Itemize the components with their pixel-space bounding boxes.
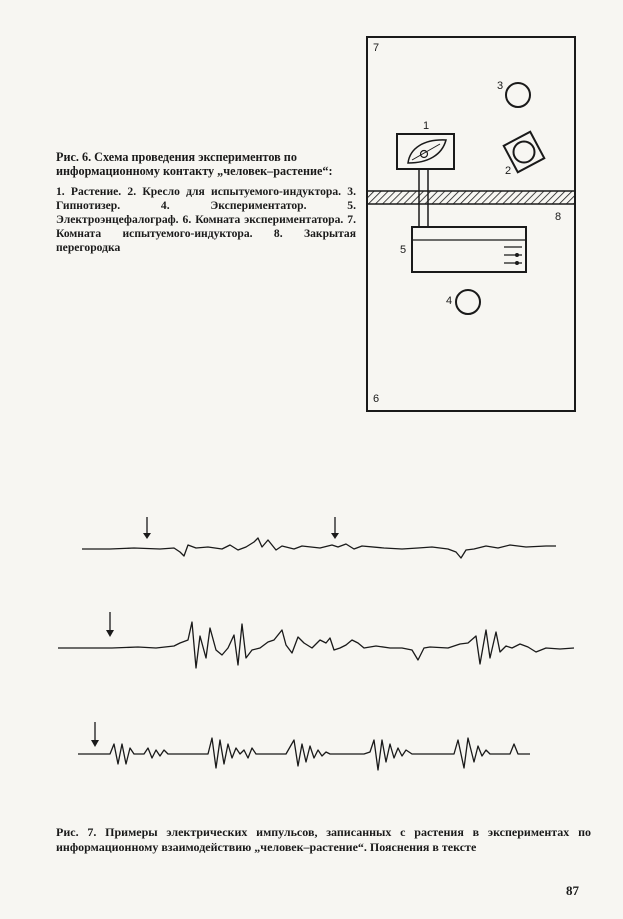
eeg-symbol xyxy=(412,227,526,272)
figure-6-title: Рис. 6. Схема проведения экспериментов по информационному контакту „человек–растение“: xyxy=(56,150,333,178)
label-hypnotist: 3 xyxy=(497,80,504,92)
label-room-6: 6 xyxy=(373,393,380,405)
trace-2 xyxy=(58,622,574,668)
trace-1-arrowhead-a xyxy=(143,533,151,539)
label-partition: 8 xyxy=(555,211,562,223)
impulse-recordings xyxy=(40,500,585,790)
figure-6-legend: 1. Растение. 2. Кресло для испытуемого-индуктора. 3. Гипнотизер. 4. Экспериментатор. 5. Электроэнцефалограф. 6. Комната экспериментатора. 7. Комната испытуемого-индуктора. 8. Закрытая перегородка xyxy=(56,185,356,254)
trace-3-arrowhead xyxy=(91,740,99,747)
figure-6-caption xyxy=(56,150,356,255)
experimenter-symbol xyxy=(456,290,480,314)
page-number: 87 xyxy=(566,883,579,898)
label-plant: 1 xyxy=(423,120,430,132)
label-chair: 2 xyxy=(505,165,512,177)
figure-7-caption: Рис. 7. Примеры электрических импульсов, записанных с растения в экспериментах по информационному взаимодействию „человек–растение“. Пояснения в тексте xyxy=(56,825,591,854)
label-experimenter: 4 xyxy=(446,295,453,307)
partition xyxy=(367,191,575,204)
hypnotist-symbol xyxy=(506,83,530,107)
label-room-7: 7 xyxy=(373,42,380,54)
experiment-diagram xyxy=(366,36,578,414)
trace-1-arrowhead-b xyxy=(331,533,339,539)
trace-1 xyxy=(82,538,556,558)
trace-3 xyxy=(78,738,530,770)
plant-symbol xyxy=(397,134,454,169)
rooms-outline xyxy=(367,37,575,411)
trace-2-arrowhead xyxy=(106,630,114,637)
label-eeg: 5 xyxy=(400,244,407,256)
